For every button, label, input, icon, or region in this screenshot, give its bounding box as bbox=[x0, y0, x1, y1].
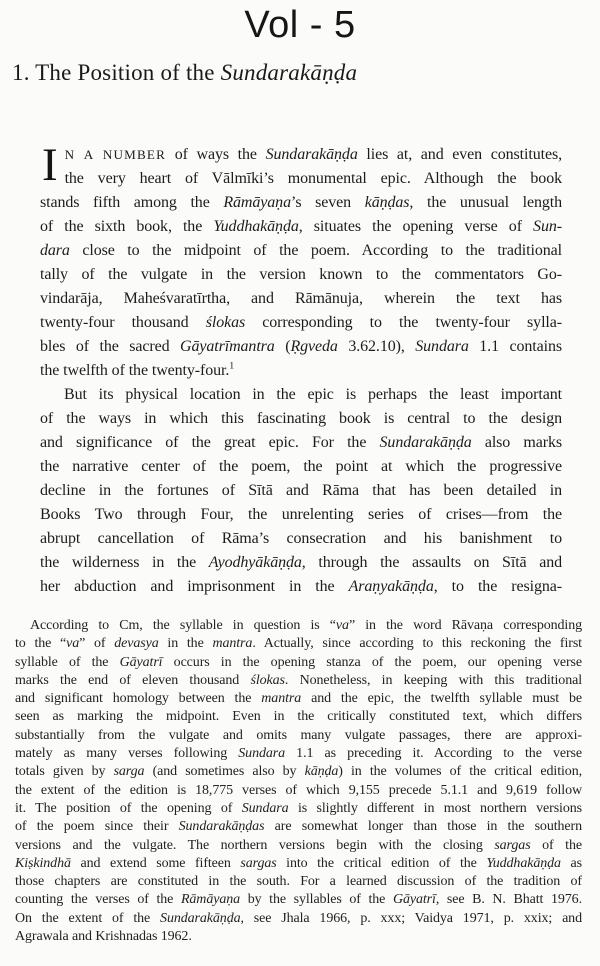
text-run: her abduction and imprisonment in the bbox=[40, 578, 349, 595]
text-run: Agrawala and Krishnadas 1962. bbox=[15, 929, 192, 945]
text-run: , situates the opening verse of bbox=[298, 218, 534, 235]
text-run: ślokas bbox=[250, 672, 285, 688]
text-line bbox=[40, 575, 562, 599]
text-run: tally of the vulgate in the version known to the commentators Go- bbox=[40, 266, 562, 283]
text-run: Araṇyakāṇḍa bbox=[348, 578, 434, 595]
text-run: vindarāja, Maheśvaratīrtha, and Rāmānuja, wherein the text has bbox=[40, 290, 562, 307]
text-run: and significance of the great epic. For the bbox=[40, 434, 380, 451]
text-line bbox=[40, 407, 562, 431]
text-line bbox=[40, 527, 562, 551]
text-run: Ayodhyākāṇḍa bbox=[208, 554, 302, 571]
text-run: versions and the vulgate. The northern versions begin with the closing bbox=[15, 837, 495, 853]
text-line bbox=[15, 818, 582, 836]
text-run: sargas bbox=[240, 855, 277, 871]
text-run: Sun- bbox=[533, 218, 562, 235]
text-line bbox=[40, 551, 562, 575]
text-run: seen as marking the midpoint. Even in the critically constituted text, which differs bbox=[15, 709, 582, 725]
text-run: (and sometimes also by bbox=[144, 764, 305, 780]
text-run: 1. The Position of the bbox=[12, 60, 221, 85]
text-run: Yuddhakāṇḍa bbox=[486, 855, 561, 871]
text-run: Sundarakāṇḍa bbox=[265, 146, 358, 163]
text-run: Ṛgveda bbox=[290, 338, 338, 355]
text-line bbox=[15, 617, 582, 635]
text-run: 3.62.10), bbox=[337, 338, 416, 355]
text-run: mantra bbox=[212, 636, 253, 652]
text-run: sargas bbox=[494, 837, 531, 853]
text-run: in the bbox=[158, 636, 213, 652]
paragraph-2 bbox=[40, 383, 562, 599]
text-run: totals given by bbox=[15, 764, 114, 780]
text-line bbox=[40, 431, 562, 455]
text-line bbox=[40, 503, 562, 527]
text-run: occurs in the opening stanza of the poem, our opening verse bbox=[162, 654, 582, 670]
text-run: it. The position of the opening of bbox=[15, 800, 242, 816]
text-run: of the bbox=[530, 837, 582, 853]
text-line bbox=[15, 763, 582, 781]
text-run: , the unusual length bbox=[409, 194, 562, 211]
text-line bbox=[40, 479, 562, 503]
text-run: Yuddhakāṇḍa bbox=[213, 218, 299, 235]
text-line bbox=[40, 455, 562, 479]
text-line bbox=[15, 855, 582, 873]
text-line bbox=[40, 263, 562, 287]
text-run: substantially from the vulgate and omits many vulgate passages, there are approxi- bbox=[15, 727, 582, 743]
text-run: and the epic, the twelfth syllable must be bbox=[301, 691, 582, 707]
text-run: sarga bbox=[113, 764, 145, 780]
text-line bbox=[40, 383, 562, 407]
text-run: On the extent of the bbox=[15, 910, 161, 926]
text-run: of the poem since their bbox=[15, 819, 179, 835]
text-line bbox=[15, 745, 582, 763]
text-run: by the syllables of the bbox=[240, 892, 393, 908]
text-run: as bbox=[560, 855, 582, 871]
text-line bbox=[40, 311, 562, 335]
text-line bbox=[40, 191, 562, 215]
text-run: , see B. N. Bhatt 1976. bbox=[435, 892, 582, 908]
text-line bbox=[15, 654, 582, 672]
paragraph-1 bbox=[40, 139, 562, 383]
text-run: close to the midpoint of the poem. According to the traditional bbox=[69, 242, 562, 259]
text-run: of the ways in which this fascinating book is central to the design bbox=[40, 410, 562, 427]
text-run: kāṇḍas bbox=[364, 194, 410, 211]
text-run: are somewhat longer than those in the southern bbox=[264, 819, 582, 835]
text-run: dara bbox=[40, 242, 70, 259]
text-run: Sundarakāṇḍas bbox=[178, 819, 265, 835]
text-run: . Nonetheless, in keeping with this traditional bbox=[284, 672, 583, 688]
text-run: abrupt cancellation of Rāma’s consecration and his banishment to bbox=[40, 530, 562, 547]
text-line bbox=[15, 928, 582, 946]
text-run: 1 bbox=[229, 360, 235, 372]
text-line bbox=[15, 891, 582, 909]
text-line bbox=[40, 167, 562, 191]
text-run: But its physical location in the epic is perhaps the least important bbox=[64, 386, 562, 403]
text-run: stands fifth among the bbox=[40, 194, 224, 211]
text-run: marks the end of eleven thousand bbox=[15, 672, 251, 688]
body-text bbox=[40, 139, 563, 599]
text-run: of ways the bbox=[166, 146, 266, 163]
text-run: those chapters are constituted in the south. For a learned discussion of the tradition of bbox=[15, 874, 582, 890]
text-run: decline in the fortunes of Sītā and Rāma that has been detailed in bbox=[40, 482, 562, 499]
text-run: 1.1 as preceding it. According to the verse bbox=[285, 746, 582, 762]
text-run: kāṇḍa bbox=[304, 764, 339, 780]
text-run: Sundara bbox=[238, 746, 286, 762]
text-run: Gāyatrīmantra bbox=[180, 338, 275, 355]
text-line bbox=[40, 335, 562, 359]
text-line bbox=[15, 690, 582, 708]
text-line bbox=[15, 873, 582, 891]
text-run: . Actually, since according to this reckoning the first bbox=[252, 636, 582, 652]
text-line bbox=[40, 359, 562, 383]
text-run: Sundara bbox=[415, 338, 469, 355]
text-run: the wilderness in the bbox=[40, 554, 209, 571]
text-run: also marks bbox=[471, 434, 562, 451]
volume-title: Vol - 5 bbox=[244, 4, 356, 46]
text-run: syllable of the bbox=[15, 654, 120, 670]
text-run: corresponding to the twenty-four sylla- bbox=[245, 314, 562, 331]
text-run: Sundarakāṇḍa bbox=[220, 60, 358, 85]
text-run: is slightly different in most northern versions bbox=[288, 800, 582, 816]
text-run: twenty-four thousand bbox=[40, 314, 206, 331]
text-run: ’s seven bbox=[290, 194, 365, 211]
text-run: Gāyatrī bbox=[119, 654, 163, 670]
text-run: ” in the word Rāvaṇa corresponding bbox=[348, 618, 583, 633]
text-line bbox=[15, 708, 582, 726]
footnote-block bbox=[15, 617, 582, 946]
text-run: mantra bbox=[261, 691, 302, 707]
text-run: the very heart of Vālmīki’s monumental epic. Although the book bbox=[64, 170, 562, 187]
text-line bbox=[15, 635, 582, 653]
text-run: mately as many verses following bbox=[15, 746, 239, 762]
text-line bbox=[40, 287, 562, 311]
text-run: va bbox=[66, 636, 80, 652]
text-run: devasya bbox=[114, 636, 159, 652]
text-run: into the critical edition of the bbox=[276, 855, 487, 871]
text-run: and extend some fifteen bbox=[70, 855, 241, 871]
text-run: , to the resigna- bbox=[433, 578, 562, 595]
drop-cap: I bbox=[42, 139, 58, 191]
text-run: Sundarakāṇḍa bbox=[160, 910, 241, 926]
text-run: Gāyatrī bbox=[392, 892, 436, 908]
text-run: ) in the volumes of the critical edition, bbox=[338, 764, 582, 780]
text-run: bles of the sacred bbox=[40, 338, 180, 355]
text-run: va bbox=[335, 618, 349, 633]
text-run: ślokas bbox=[205, 314, 246, 331]
text-run: Sundara bbox=[241, 800, 289, 816]
text-line bbox=[40, 239, 562, 263]
text-run: Sundarakāṇḍa bbox=[379, 434, 472, 451]
text-run: 1.1 contains bbox=[468, 338, 562, 355]
text-line bbox=[40, 215, 562, 239]
text-run: lies at, and even constitutes, bbox=[357, 146, 562, 163]
text-run: Rāmāyaṇa bbox=[223, 194, 291, 211]
text-line bbox=[15, 727, 582, 745]
text-line bbox=[40, 143, 562, 167]
text-run: Books Two through Four, the unrelenting series of crises—from the bbox=[40, 506, 562, 523]
text-line bbox=[15, 672, 582, 690]
text-line bbox=[15, 837, 582, 855]
text-run: the twelfth of the twenty-four. bbox=[40, 362, 230, 379]
text-run: Rāmāyaṇa bbox=[180, 892, 241, 908]
text-run: the extent of the edition is 18,775 verses of which 9,155 precede 5.1.1 and 9,619 follow bbox=[15, 782, 582, 798]
text-line bbox=[15, 800, 582, 818]
text-run: counting the verses of the bbox=[15, 892, 181, 908]
text-run: ( bbox=[274, 338, 291, 355]
text-run: the narrative center of the poem, the point at which the progressive bbox=[40, 458, 562, 475]
text-run: According to Cm, the syllable in question is “ bbox=[30, 618, 336, 633]
text-run: and significant homology between the bbox=[15, 691, 262, 707]
text-run: ” of bbox=[79, 636, 115, 652]
text-run: of the sixth book, the bbox=[40, 218, 214, 235]
text-line bbox=[15, 782, 582, 800]
text-run: N A NUMBER bbox=[64, 147, 167, 162]
text-run: , through the assaults on Sītā and bbox=[301, 554, 563, 571]
chapter-heading bbox=[12, 60, 580, 86]
text-run: Kiṣkindhā bbox=[15, 855, 71, 871]
text-run: to the “ bbox=[15, 636, 67, 652]
text-line bbox=[15, 910, 582, 928]
text-run: , see Jhala 1966, p. xxx; Vaidya 1971, p. xxix; and bbox=[240, 910, 582, 926]
